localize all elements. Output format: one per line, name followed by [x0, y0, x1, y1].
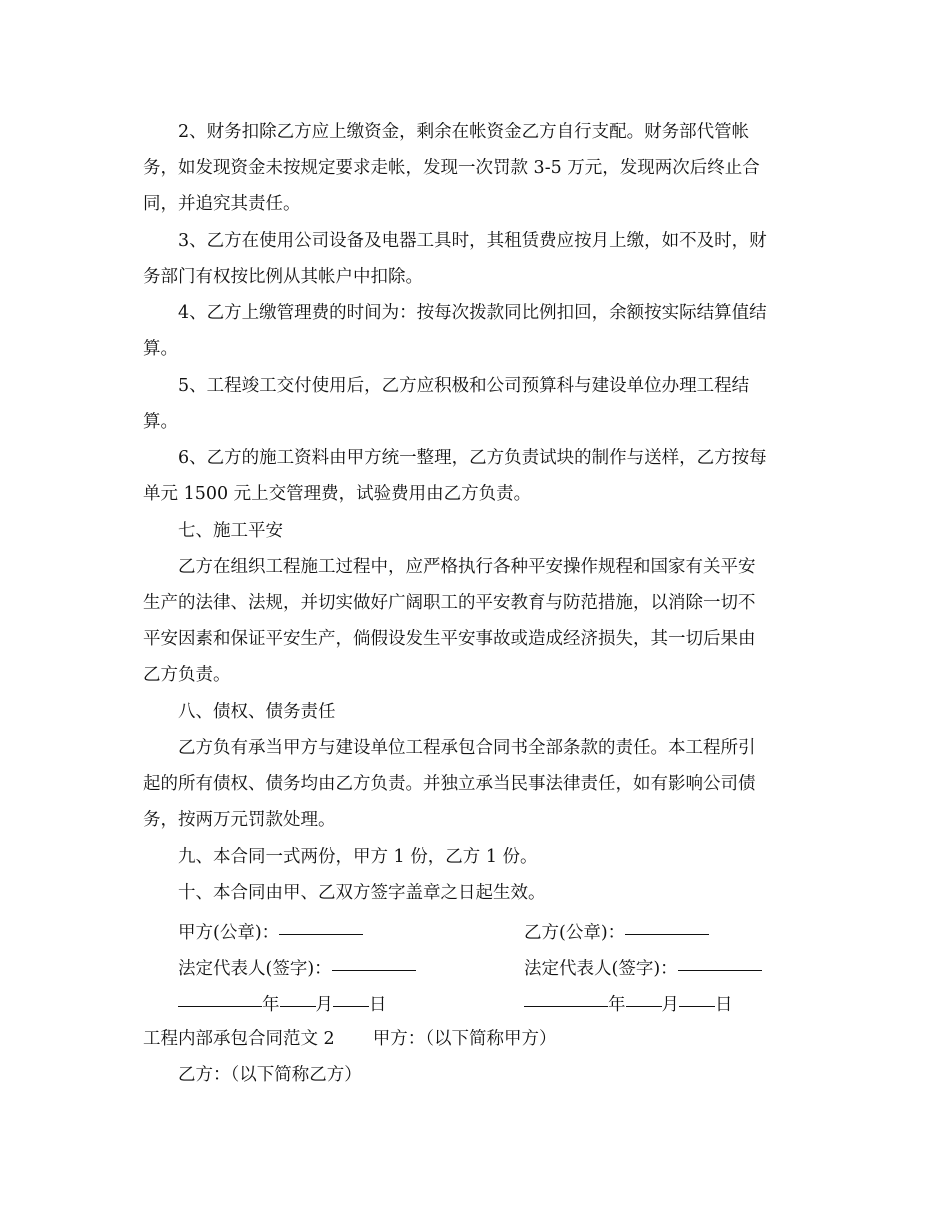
rep-b-blank: [678, 948, 762, 971]
rep-a-label: 法定代表人(签字)：: [178, 959, 332, 979]
paragraph-line: 5、工程竣工交付使用后，乙方应积极和公司预算科与建设单位办理工程结: [178, 376, 750, 396]
rep-a-blank: [332, 948, 416, 971]
rep-b-label: 法定代表人(签字)：: [524, 959, 678, 979]
paragraph-line: 乙方在组织工程施工过程中，应严格执行各种平安操作规程和国家有关平安: [178, 557, 756, 577]
paragraph-line: 生产的法律、法规，并切实做好广阔职工的平安教育与防范措施，以消除一切不: [143, 593, 756, 613]
day-blank: [679, 984, 715, 1007]
month-label: 月: [315, 995, 333, 1015]
section-ten: 十、本合同由甲、乙双方签字盖章之日起生效。: [178, 883, 546, 903]
party-a-seal-blank: [279, 912, 363, 935]
paragraph-line: 务部门有权按比例从其帐户中扣除。: [143, 267, 423, 287]
next-party-a: 甲方：（以下简称甲方）: [372, 1029, 557, 1049]
date-a: [178, 984, 387, 1023]
year-blank: [178, 984, 262, 1007]
next-party-b: 乙方：（以下简称乙方）: [178, 1065, 362, 1085]
party-b-seal-label: 乙方(公章)：: [524, 923, 626, 943]
paragraph-line: 乙方负有承当甲方与建设单位工程承包合同书全部条款的责任。本工程所引: [178, 738, 756, 758]
paragraph-line: 单元 1500 元上交管理费，试验费用由乙方负责。: [143, 484, 532, 504]
paragraph-line: 4、乙方上缴管理费的时间为：按每次拨款同比例扣回，余额按实际结算值结: [178, 303, 767, 323]
paragraph-line: 起的所有债权、债务均由乙方负责。并独立承当民事法律责任，如有影响公司债: [143, 774, 756, 794]
paragraph-line: 6、乙方的施工资料由甲方统一整理，乙方负责试块的制作与送样，乙方按每: [178, 448, 767, 468]
next-document-heading: [143, 1021, 813, 1057]
month-label: 月: [661, 995, 679, 1015]
next-document-title: 工程内部承包合同范文 2: [143, 1029, 335, 1049]
rep-a-signature: [178, 948, 416, 987]
party-b-seal: [524, 912, 709, 951]
party-a-seal-label: 甲方(公章)：: [178, 923, 280, 943]
rep-b-signature: [524, 948, 762, 987]
year-label: 年: [608, 995, 626, 1015]
month-blank: [280, 984, 316, 1007]
date-b: [524, 984, 733, 1023]
paragraph-line: 平安因素和保证平安生产，倘假设发生平安事故或造成经济损失，其一切后果由: [143, 629, 756, 649]
day-label: 日: [369, 995, 387, 1015]
year-blank: [524, 984, 608, 1007]
year-label: 年: [262, 995, 280, 1015]
party-b-seal-blank: [625, 912, 709, 935]
section-heading: 七、施工平安: [178, 521, 283, 541]
month-blank: [626, 984, 662, 1007]
day-blank: [333, 984, 369, 1007]
paragraph-line: 同，并追究其责任。: [143, 194, 301, 214]
paragraph-line: 算。: [143, 412, 178, 432]
paragraph-line: 务，如发现资金未按规定要求走帐，发现一次罚款 3-5 万元，发现两次后终止合: [143, 158, 760, 178]
paragraph-line: 务，按两万元罚款处理。: [143, 810, 336, 830]
day-label: 日: [715, 995, 733, 1015]
section-nine: 九、本合同一式两份，甲方 1 份，乙方 1 份。: [178, 847, 538, 867]
paragraph-line: 2、财务扣除乙方应上缴资金，剩余在帐资金乙方自行支配。财务部代管帐: [178, 122, 750, 142]
paragraph-line: 乙方负责。: [143, 665, 231, 685]
paragraph-line: 算。: [143, 339, 178, 359]
paragraph-line: 3、乙方在使用公司设备及电器工具时，其租赁费应按月上缴，如不及时，财: [178, 231, 767, 251]
party-a-seal: [178, 912, 363, 951]
section-heading: 八、债权、债务责任: [178, 702, 336, 722]
